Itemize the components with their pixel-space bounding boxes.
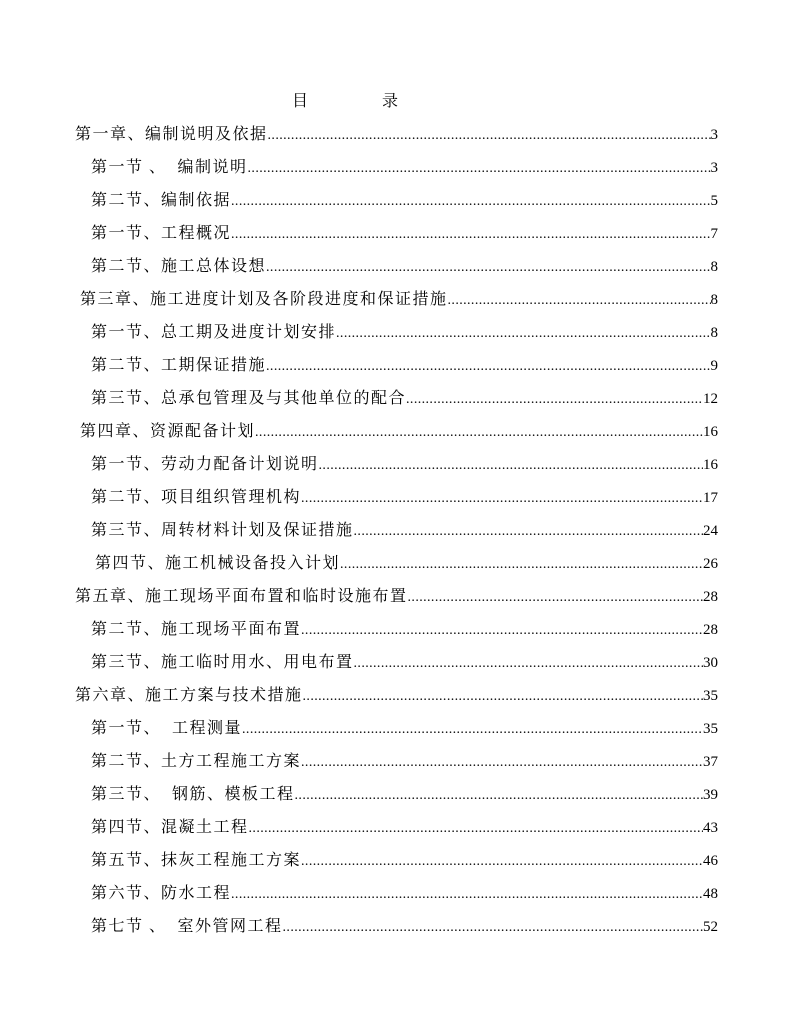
toc-entry-title: 第六节、防水工程 [91, 885, 232, 902]
toc-entry-page: 28 [703, 622, 718, 638]
toc-entry-title: 第三节、总承包管理及与其他单位的配合 [91, 390, 407, 407]
toc-entry-page: 30 [703, 655, 718, 671]
toc-entry-title: 第一章、编制说明及依据 [75, 126, 268, 143]
toc-entry-title: 第一节、劳动力配备计划说明 [91, 456, 319, 473]
toc-entry-page: 5 [710, 193, 718, 209]
toc-entry-page: 39 [703, 787, 718, 803]
toc-entry-section [91, 382, 718, 415]
dot-leader [231, 185, 710, 218]
toc-entry-title: 第二节、施工总体设想 [91, 258, 267, 275]
toc-entry-title: 第三节、周转材料计划及保证措施 [91, 522, 354, 539]
toc-entry-chapter [80, 283, 718, 316]
toc-entry-section [91, 514, 718, 547]
dot-leader [301, 482, 703, 515]
toc-entry-title: 第三节、施工临时用水、用电布置 [91, 654, 354, 671]
toc-title-char-lu: 录 [382, 93, 399, 110]
toc-entry-title: 第五节、抹灰工程施工方案 [91, 852, 302, 869]
toc-entry-title: 第三节、 钢筋、模板工程 [91, 786, 295, 803]
toc-entry-page: 26 [703, 556, 718, 572]
toc-entry-title: 第四节、施工机械设备投入计划 [95, 555, 341, 572]
toc-entry-chapter [75, 679, 718, 712]
toc-title-char-mu: 目 [292, 93, 309, 110]
dot-leader [231, 218, 710, 251]
toc-entry-section [91, 151, 718, 184]
toc-entry-section [91, 811, 718, 844]
toc-entry-page: 37 [703, 754, 718, 770]
toc-entry-section [91, 745, 718, 778]
toc-entry-section [91, 844, 718, 877]
toc-entry-page: 43 [703, 820, 718, 836]
toc-entry-page: 8 [710, 259, 718, 275]
toc-entry-title: 第一节、总工期及进度计划安排 [91, 324, 337, 341]
toc-entry-title: 第二节、工期保证措施 [91, 357, 267, 374]
toc-entry-section [91, 250, 718, 283]
toc-entry-section [91, 778, 718, 811]
toc-entry-title: 第二节、项目组织管理机构 [91, 489, 302, 506]
dot-leader [340, 548, 703, 581]
toc-entry-title: 第二节、土方工程施工方案 [91, 753, 302, 770]
toc-entry-page: 7 [710, 226, 718, 242]
toc-entry-section [91, 910, 718, 943]
toc-entry-page: 46 [703, 853, 718, 869]
toc-entry-page: 48 [703, 886, 718, 902]
toc-entry-section [91, 217, 718, 250]
toc-entry-section [91, 349, 718, 382]
dot-leader [354, 515, 703, 548]
toc-entry-page: 9 [710, 358, 718, 374]
toc-entry-chapter [75, 580, 718, 613]
dot-leader [336, 317, 710, 350]
dot-leader [319, 449, 703, 482]
dot-leader [255, 416, 703, 449]
dot-leader [408, 581, 703, 614]
toc-entry-title: 第一节、工程概况 [91, 225, 232, 242]
toc-entry-title: 第一节 、 编制说明 [91, 159, 248, 176]
toc-entry-page: 16 [703, 457, 718, 473]
toc-entry-title: 第六章、施工方案与技术措施 [75, 687, 303, 704]
toc-entry-page: 16 [703, 424, 718, 440]
dot-leader [354, 647, 703, 680]
toc-entry-page: 8 [710, 292, 718, 308]
toc-entry-page: 8 [710, 325, 718, 341]
toc-entry-title: 第五章、施工现场平面布置和临时设施布置 [75, 588, 408, 605]
toc-entry-section [91, 613, 718, 646]
toc-entry-title: 第四节、混凝土工程 [91, 819, 249, 836]
toc-entry-title: 第七节 、 室外管网工程 [91, 918, 283, 935]
toc-entry-title: 第一节、 工程测量 [91, 720, 243, 737]
dot-leader [301, 845, 703, 878]
dot-leader [266, 350, 710, 383]
toc-entry-page: 3 [710, 127, 718, 143]
dot-leader [249, 812, 703, 845]
toc-entry-page: 17 [703, 490, 718, 506]
toc-entry-page: 24 [703, 523, 718, 539]
dot-leader [242, 713, 703, 746]
dot-leader [301, 746, 703, 779]
dot-leader [283, 911, 703, 944]
toc-entry-title: 第二节、编制依据 [91, 192, 232, 209]
toc-entry-section [91, 877, 718, 910]
dot-leader [303, 680, 703, 713]
dot-leader [268, 119, 711, 152]
toc-entry-section [95, 547, 718, 580]
toc-entry-page: 12 [703, 391, 718, 407]
dot-leader [248, 152, 711, 185]
toc-entry-page: 35 [703, 721, 718, 737]
toc-entry-section [91, 712, 718, 745]
dot-leader [301, 614, 703, 647]
toc-entry-chapter [75, 118, 718, 151]
toc-entry-section [91, 481, 718, 514]
toc-entry-title: 第二节、施工现场平面布置 [91, 621, 302, 638]
dot-leader [231, 878, 703, 911]
toc-entry-page: 35 [703, 688, 718, 704]
toc-entry-page: 52 [703, 919, 718, 935]
toc-entry-page: 3 [710, 160, 718, 176]
toc-entry-title: 第三章、施工进度计划及各阶段进度和保证措施 [80, 291, 448, 308]
toc-entry-section [91, 646, 718, 679]
toc-entry-section [91, 448, 718, 481]
toc-entry-title: 第四章、资源配备计划 [80, 423, 256, 440]
toc-entry-page: 28 [703, 589, 718, 605]
dot-leader [448, 284, 711, 317]
dot-leader [406, 383, 703, 416]
toc-entry-chapter [80, 415, 718, 448]
toc-entry-section [91, 184, 718, 217]
toc-entry-section [91, 316, 718, 349]
dot-leader [266, 251, 710, 284]
dot-leader [295, 779, 703, 812]
